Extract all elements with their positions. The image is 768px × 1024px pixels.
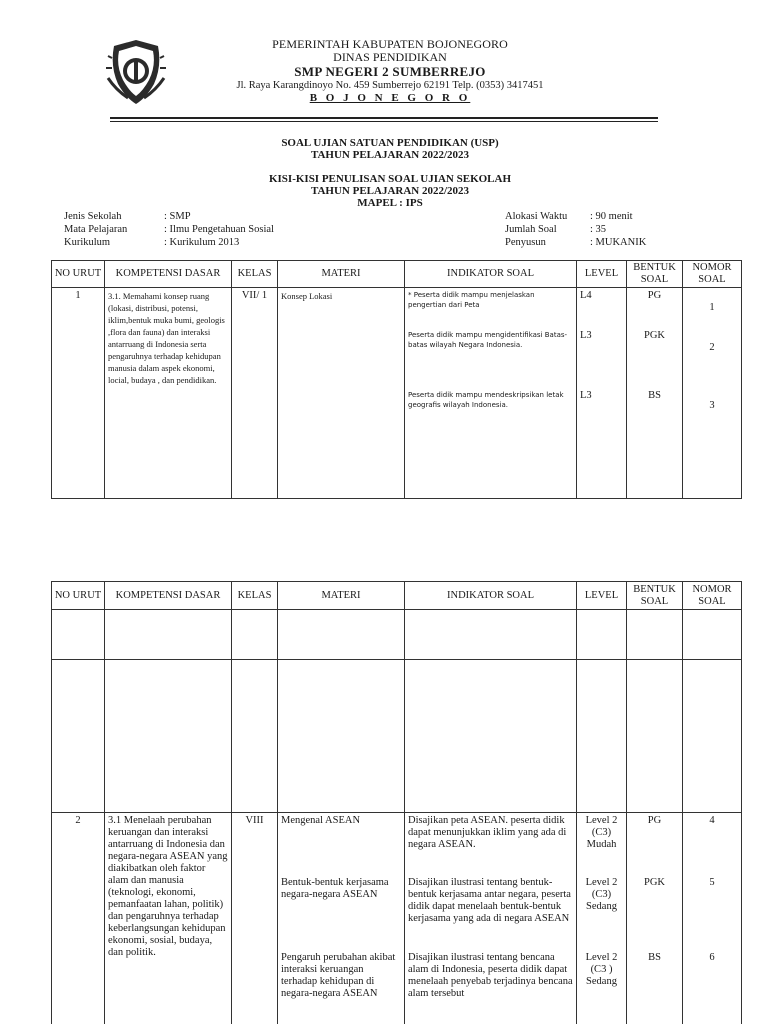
city-name: B O J O N E G O R O bbox=[309, 92, 471, 104]
indikator-item: Disajikan ilustrasi tentang bencana alam di Indonesia, peserta didik dapat menelaah penyebab terjadinya bencana alam tersebut bbox=[408, 952, 573, 999]
materi-item: Pengaruh perubahan akibat interaksi keruangan terhadap kehidupan di negara-negara ASEAN bbox=[281, 952, 396, 999]
cell-bentuk bbox=[627, 813, 683, 1024]
grid-table-2 bbox=[51, 581, 742, 1024]
nomor-item: 5 bbox=[709, 877, 715, 888]
info-row: Alokasi Waktu : 90 menit bbox=[505, 211, 633, 222]
cell-materi bbox=[278, 813, 405, 1024]
cell-indikator bbox=[405, 288, 577, 499]
department-name: DINAS PENDIDIKAN bbox=[333, 50, 447, 64]
level-item: Level 2 (C3 ) Sedang bbox=[585, 952, 618, 987]
cell-nomor bbox=[683, 288, 742, 499]
cell-indikator bbox=[405, 813, 577, 1024]
nomor-item: 6 bbox=[709, 952, 715, 963]
cell-level bbox=[577, 288, 627, 499]
school-address: Jl. Raya Karangdinoyo No. 459 Sumberrejo 62191 Telp. (0353) 3417451 bbox=[236, 80, 544, 91]
col-header-level: LEVEL bbox=[577, 582, 627, 610]
materi-item: Bentuk-bentuk kerjasama negara-negara ASEAN bbox=[281, 877, 389, 900]
col-header-materi: MATERI bbox=[278, 582, 405, 610]
table-row bbox=[52, 288, 742, 499]
level-item: Level 2 (C3) Mudah bbox=[585, 815, 618, 850]
col-header-bentuk: BENTUK SOAL bbox=[627, 261, 683, 288]
level-item: L3 bbox=[580, 390, 592, 401]
info-row: Penyusun : MUKANIK bbox=[505, 237, 647, 248]
level-item: L3 bbox=[580, 330, 592, 341]
bentuk-item: PGK bbox=[643, 330, 665, 341]
indikator-item: Disajikan ilustrasi tentang bentuk-bentuk kerjasama antar negara, peserta didik dapat menelaah bentuk-bentuk kerjasama yang ada di negara ASEAN bbox=[408, 877, 571, 924]
letterhead bbox=[180, 38, 600, 105]
col-header-materi: MATERI bbox=[278, 261, 405, 288]
cell-no: 1 bbox=[52, 288, 105, 499]
bentuk-item: PG bbox=[647, 815, 662, 826]
cell-kelas: VIII bbox=[232, 813, 278, 1024]
col-header-level: LEVEL bbox=[577, 261, 627, 288]
document-titles bbox=[150, 137, 630, 209]
level-item: Level 2 (C3) Sedang bbox=[585, 877, 618, 912]
level-item: L4 bbox=[580, 290, 592, 301]
cell-no: 2 bbox=[52, 813, 105, 1024]
cell-bentuk bbox=[627, 288, 683, 499]
nomor-item: 2 bbox=[709, 342, 715, 353]
cell-level bbox=[577, 813, 627, 1024]
bentuk-item: BS bbox=[648, 390, 661, 401]
col-header-kd: KOMPETENSI DASAR bbox=[105, 582, 232, 610]
bentuk-item: PGK bbox=[643, 877, 665, 888]
bentuk-item: BS bbox=[648, 952, 661, 963]
indikator-item: Peserta didik mampu mendeskripsikan letak geografis wilayah Indonesia. bbox=[408, 391, 564, 409]
col-header-kd: KOMPETENSI DASAR bbox=[105, 261, 232, 288]
info-row: Kurikulum : Kurikulum 2013 bbox=[64, 237, 240, 248]
indikator-item: Peserta didik mampu mengidentifikasi Batas-batas wilayah Negara Indonesia. bbox=[408, 331, 568, 349]
table-row-empty bbox=[52, 660, 742, 813]
subject-title: MAPEL : IPS bbox=[357, 197, 423, 209]
table-header-row bbox=[52, 582, 742, 610]
nomor-item: 3 bbox=[709, 400, 715, 411]
info-row: Jumlah Soal : 35 bbox=[505, 224, 607, 235]
info-row: Mata Pelajaran : Ilmu Pengetahuan Sosial bbox=[64, 224, 274, 235]
table-row-empty bbox=[52, 610, 742, 660]
col-header-nomor: NOMOR SOAL bbox=[683, 582, 742, 610]
cell-materi: Konsep Lokasi bbox=[278, 288, 405, 499]
government-name: PEMERINTAH KABUPATEN BOJONEGORO bbox=[272, 37, 508, 51]
col-header-kelas: KELAS bbox=[232, 261, 278, 288]
letterhead-divider-thin bbox=[110, 121, 658, 122]
info-left bbox=[64, 210, 274, 249]
table-header-row bbox=[52, 261, 742, 288]
indikator-item: Disajikan peta ASEAN. peserta didik dapat menunjukkan iklim yang ada di negara ASEAN. bbox=[408, 815, 567, 850]
grid-table-1 bbox=[51, 260, 742, 499]
col-header-nomor: NOMOR SOAL bbox=[683, 261, 742, 288]
cell-kd: 3.1. Memahami konsep ruang (lokasi, distribusi, potensi, iklim,bentuk muka bumi, geologis ,flora dan fauna) dan interaksi antarruang di Indonesia serta pengaruhnya terhadap kehidupan manusia dalam aspek ekonomi, locial, budaya , dan pendidikan. bbox=[105, 288, 232, 499]
cell-nomor bbox=[683, 813, 742, 1024]
school-name: SMP NEGERI 2 SUMBERREJO bbox=[294, 64, 486, 79]
materi-item: Mengenal ASEAN bbox=[281, 815, 361, 826]
regency-emblem-logo bbox=[106, 38, 166, 106]
exam-year: TAHUN PELAJARAN 2022/2023 bbox=[310, 149, 470, 161]
col-header-no: NO URUT bbox=[52, 582, 105, 610]
cell-kd: 3.1 Menelaah perubahan keruangan dan interaksi antarruang di Indonesia dan negara-negara ASEAN yang diakibatkan oleh faktor alam dan manusia (teknologi, ekonomi, pemanfaatan lahan, politik) dan pengaruhnya terhadap keberlangsungan kehidupan ekonomi, sosial, budaya, dan politik. bbox=[105, 813, 232, 1024]
table-row bbox=[52, 813, 742, 1024]
col-header-indikator: INDIKATOR SOAL bbox=[405, 261, 577, 288]
exam-title: SOAL UJIAN SATUAN PENDIDIKAN (USP) bbox=[281, 137, 499, 149]
col-header-bentuk: BENTUK SOAL bbox=[627, 582, 683, 610]
nomor-item: 1 bbox=[709, 302, 715, 313]
letterhead-divider-thick bbox=[110, 117, 658, 119]
col-header-kelas: KELAS bbox=[232, 582, 278, 610]
bentuk-item: PG bbox=[647, 290, 662, 301]
cell-kelas: VII/ 1 bbox=[232, 288, 278, 499]
col-header-indikator: INDIKATOR SOAL bbox=[405, 582, 577, 610]
indikator-item: * Peserta didik mampu menjelaskan pengertian dari Peta bbox=[408, 291, 535, 309]
col-header-no: NO URUT bbox=[52, 261, 105, 288]
nomor-item: 4 bbox=[709, 815, 715, 826]
grid-year: TAHUN PELAJARAN 2022/2023 bbox=[310, 185, 470, 197]
info-row: Jenis Sekolah : SMP bbox=[64, 211, 191, 222]
info-right bbox=[505, 210, 646, 249]
grid-title: KISI-KISI PENULISAN SOAL UJIAN SEKOLAH bbox=[268, 173, 512, 185]
